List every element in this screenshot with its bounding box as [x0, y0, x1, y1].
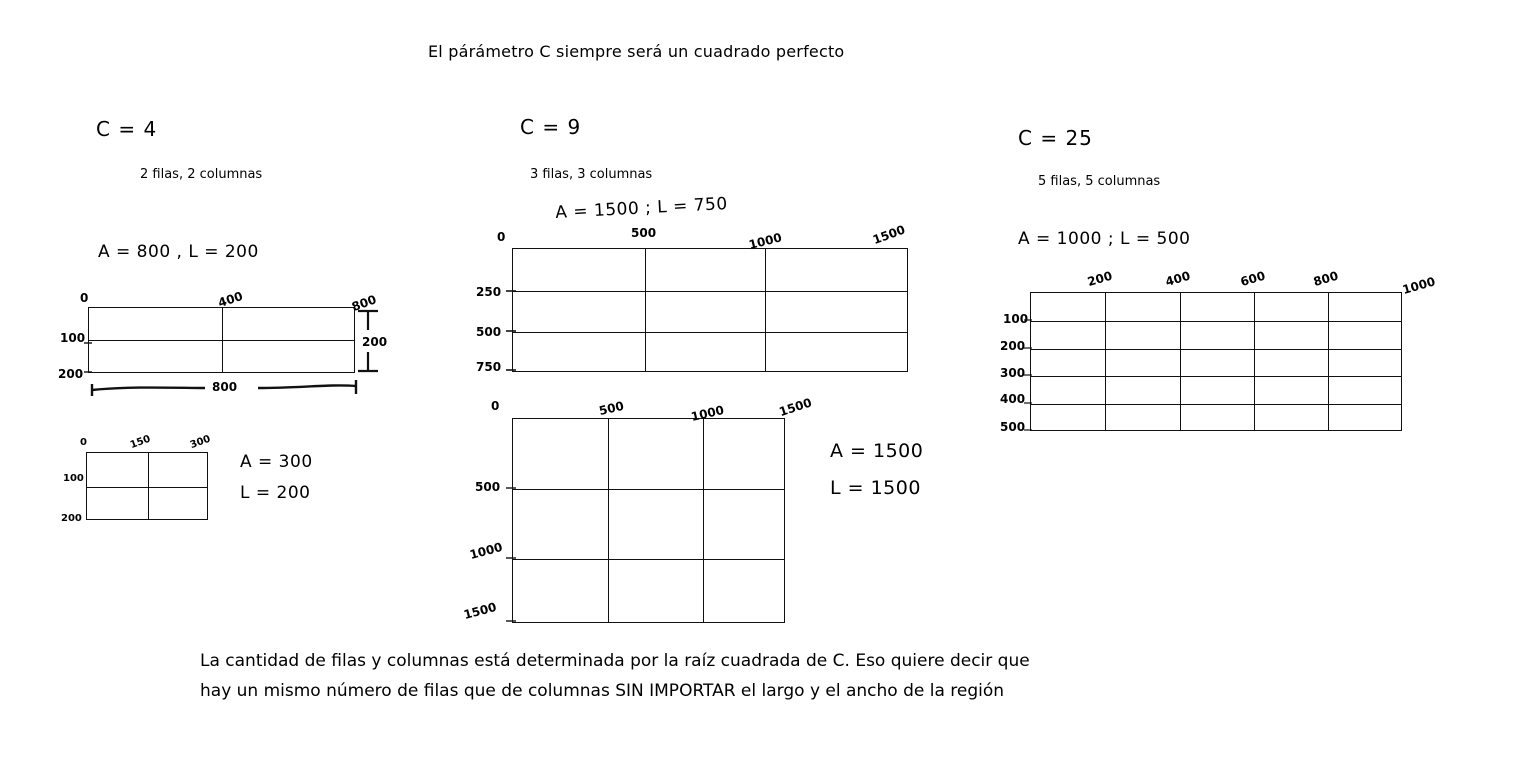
- c4-grid-1-height-annotation: 200: [362, 335, 388, 349]
- c9-grid-1-caption: A = 1500 ; L = 750: [554, 194, 729, 224]
- group-heading-c4: C = 4: [96, 117, 158, 141]
- c9-grid-2-ytick-2: 1000: [468, 539, 505, 563]
- group-subheading-c4: 2 filas, 2 columnas: [140, 167, 263, 182]
- c4-grid-1-hline-1: [89, 340, 354, 341]
- c4-grid-2-hline-1: [87, 487, 207, 488]
- page-title: El párámetro C siempre será un cuadrado perfecto: [428, 42, 845, 61]
- c9-grid-2-xtick-2: 1000: [689, 402, 726, 425]
- c4-grid-2-ytick-1: 100: [63, 473, 84, 484]
- c25-grid-1-ytick-0: 100: [1003, 312, 1029, 326]
- c9-grid-2-ytick-1: 500: [475, 480, 501, 494]
- c4-grid-1-caption: A = 800 , L = 200: [98, 242, 259, 262]
- c9-grid-1-hline-1: [513, 291, 907, 292]
- group-subheading-c25: 5 filas, 5 columnas: [1038, 174, 1161, 189]
- c9-grid-2-caption-a: A = 1500: [830, 440, 924, 462]
- c9-grid-1-xtick-3: 1500: [870, 222, 908, 248]
- c25-grid-1-ytick-1: 200: [1000, 339, 1026, 353]
- c25-grid-1-vline-1: [1105, 293, 1106, 430]
- c25-grid-1-xtick-3: 800: [1311, 268, 1340, 290]
- c4-grid-2-xtick-2: 300: [188, 433, 213, 452]
- c25-grid-1-caption: A = 1000 ; L = 500: [1018, 229, 1191, 249]
- c9-grid-2-hline-1: [513, 489, 784, 490]
- c25-grid-1-xtick-1: 400: [1163, 268, 1192, 290]
- c25-grid-1-hline-3: [1031, 376, 1401, 377]
- c25-grid-1: [1030, 292, 1402, 431]
- c4-grid-1-xtick-0: 0: [80, 291, 89, 305]
- c25-grid-1-ytick-2: 300: [1000, 366, 1026, 380]
- c9-grid-2-vline-1: [608, 419, 609, 622]
- c25-grid-1-xtick-2: 600: [1238, 268, 1267, 290]
- c4-grid-1-xtick-2: 800: [349, 292, 379, 315]
- c4-grid-2: [86, 452, 208, 520]
- c9-grid-2-xtick-3: 1500: [777, 395, 814, 420]
- c9-grid-1-hline-2: [513, 332, 907, 333]
- group-heading-c9: C = 9: [520, 115, 582, 139]
- c4-grid-2-ytick-2: 200: [61, 513, 82, 524]
- c9-grid-2-caption-l: L = 1500: [830, 477, 921, 499]
- c25-grid-1-ytick-3: 400: [1000, 392, 1026, 406]
- c4-grid-1-ytick-1: 100: [60, 331, 86, 345]
- c25-grid-1-ytick-4: 500: [1000, 420, 1026, 434]
- c25-grid-1-xtick-4: 1000: [1400, 274, 1437, 298]
- c25-grid-1-vline-4: [1328, 293, 1329, 430]
- c4-grid-1: [88, 307, 355, 373]
- c4-grid-1-xtick-1: 400: [216, 288, 245, 311]
- c9-grid-1-xtick-0: 0: [497, 230, 506, 244]
- c25-grid-1-vline-2: [1180, 293, 1181, 430]
- footer-line-2: hay un mismo número de filas que de columnas SIN IMPORTAR el largo y el ancho de la región: [200, 681, 1005, 701]
- c9-grid-1-vline-2: [765, 249, 766, 371]
- c9-grid-2-xtick-0: 0: [491, 399, 500, 413]
- group-heading-c25: C = 25: [1018, 126, 1093, 150]
- c4-grid-1-ytick-2: 200: [58, 367, 84, 381]
- group-subheading-c9: 3 filas, 3 columnas: [530, 167, 653, 182]
- c25-grid-1-hline-2: [1031, 349, 1401, 350]
- c4-grid-2-caption-l: L = 200: [240, 483, 311, 503]
- c9-grid-2-xtick-1: 500: [597, 398, 626, 419]
- c4-grid-1-width-annotation: 800: [212, 380, 238, 394]
- c9-grid-2: [512, 418, 785, 623]
- c9-grid-1-xtick-1: 500: [631, 226, 657, 240]
- c25-grid-1-xtick-0: 200: [1085, 268, 1114, 290]
- c4-grid-2-caption-a: A = 300: [240, 452, 313, 472]
- c25-grid-1-vline-3: [1254, 293, 1255, 430]
- c4-grid-2-xtick-1: 150: [128, 433, 153, 452]
- c4-grid-2-xtick-0: 0: [80, 437, 87, 448]
- c9-grid-1-ytick-3: 750: [476, 360, 502, 374]
- c9-grid-2-hline-2: [513, 559, 784, 560]
- c9-grid-2-ytick-3: 1500: [462, 599, 499, 623]
- c9-grid-1-ytick-1: 250: [476, 285, 502, 299]
- c9-grid-1-ytick-2: 500: [476, 325, 502, 339]
- c9-grid-1: [512, 248, 908, 372]
- c4-grid-2-vline-1: [148, 453, 149, 519]
- c9-grid-1-vline-1: [645, 249, 646, 371]
- c25-grid-1-hline-4: [1031, 404, 1401, 405]
- c9-grid-2-vline-2: [703, 419, 704, 622]
- c25-grid-1-hline-1: [1031, 321, 1401, 322]
- footer-line-1: La cantidad de filas y columnas está determinada por la raíz cuadrada de C. Eso quiere decir que: [200, 651, 1030, 671]
- c9-grid-1-xtick-2: 1000: [747, 230, 784, 253]
